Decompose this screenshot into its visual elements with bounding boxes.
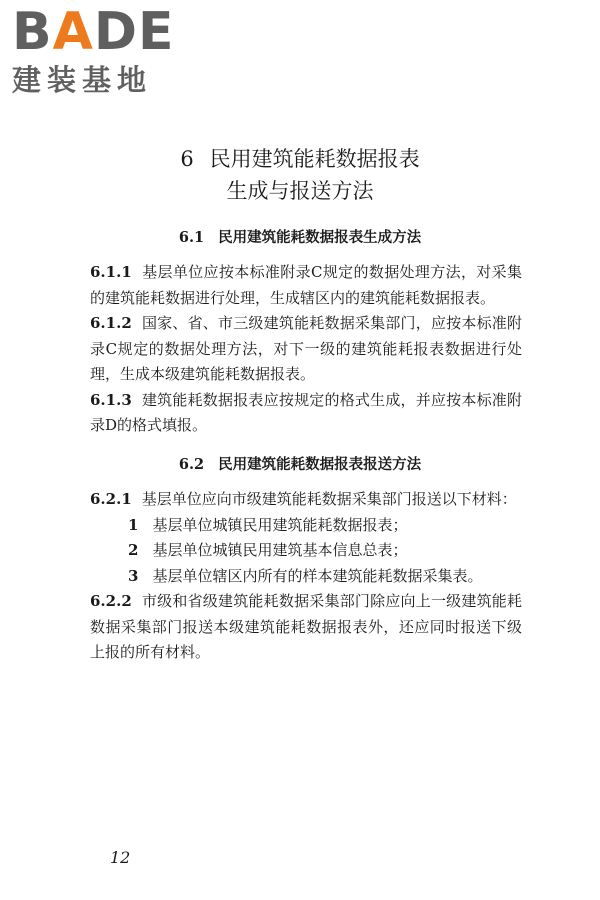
clause-number: 6.1.2 <box>90 314 132 332</box>
chapter-title-line1: 民用建筑能耗数据报表 <box>209 147 420 171</box>
clause-text: 国家、省、市三级建筑能耗数据采集部门，应按本标准附录C规定的数据处理方法，对下一级的建筑能耗报表数据进行处理，生成本级建筑能耗数据报表。 <box>90 314 522 383</box>
clause-6-1-2 <box>90 311 522 388</box>
bade-logo <box>12 2 182 106</box>
section-number: 6.2 <box>178 456 205 473</box>
section-6-1-body <box>90 260 522 439</box>
logo-wordmark <box>12 2 182 62</box>
item-text: 基层单位辖区内所有的样本建筑能耗数据采集表。 <box>152 566 483 585</box>
clause-text: 基层单位应向市级建筑能耗数据采集部门报送以下材料： <box>141 490 517 508</box>
clause-6-2-2 <box>90 589 522 666</box>
clause-text: 建筑能耗数据报表应按规定的格式生成，并应按本标准附录D的格式填报。 <box>90 390 522 434</box>
chapter-title <box>0 143 600 207</box>
chapter-title-line2: 生成与报送方法 <box>226 179 374 203</box>
list-item <box>90 564 522 590</box>
logo-letters-prefix: B <box>12 2 53 62</box>
section-title: 民用建筑能耗数据报表生成方法 <box>218 229 422 246</box>
item-text: 基层单位城镇民用建筑基本信息总表； <box>152 541 408 559</box>
item-number: 2 <box>128 541 139 559</box>
clause-6-1-1 <box>90 260 522 311</box>
clause-6-1-3 <box>90 388 522 439</box>
clause-text: 基层单位应按本标准附录C规定的数据处理方法，对采集的建筑能耗数据进行处理，生成辖区内的建筑能耗数据报表。 <box>90 263 522 307</box>
section-title: 民用建筑能耗数据报表报送方法 <box>218 456 422 473</box>
item-number: 3 <box>128 566 139 585</box>
section-number: 6.1 <box>178 229 205 246</box>
item-text: 基层单位城镇民用建筑能耗数据报表； <box>152 515 408 534</box>
logo-letters-suffix: DE <box>93 2 175 62</box>
logo-chinese-text: 建装基地 <box>12 63 153 97</box>
section-heading-6-1 <box>0 226 600 247</box>
item-number: 1 <box>128 515 139 534</box>
page-number: 12 <box>110 848 131 867</box>
list-item <box>90 538 522 564</box>
clause-number: 6.1.3 <box>90 390 132 409</box>
clause-number: 6.2.2 <box>90 592 132 610</box>
chapter-number: 6 <box>180 147 194 171</box>
logo-letter-accent: A <box>52 2 94 62</box>
section-heading-6-2 <box>0 453 600 474</box>
clause-text: 市级和省级建筑能耗数据采集部门除应向上一级建筑能耗数据采集部门报送本级建筑能耗数据报表外，还应同时报送下级上报的所有材料。 <box>90 592 522 661</box>
clause-6-2-1 <box>90 487 522 513</box>
list-item <box>90 513 522 539</box>
clause-number: 6.2.1 <box>90 490 132 508</box>
clause-number: 6.1.1 <box>90 263 132 281</box>
section-6-2-body <box>90 487 522 666</box>
